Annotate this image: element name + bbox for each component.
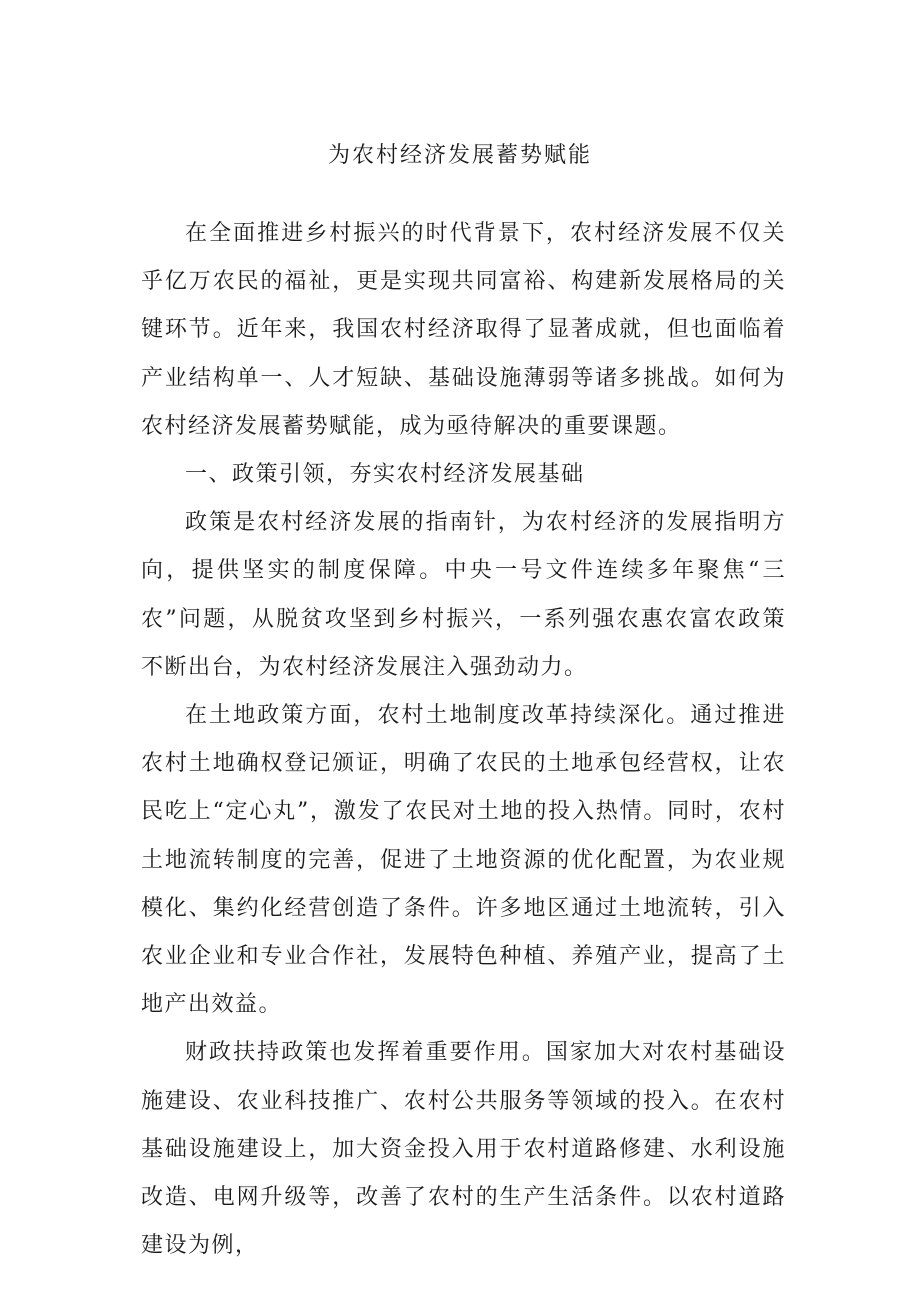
document-body [141, 210, 786, 1270]
paragraph-intro: 在全面推进乡村振兴的时代背景下，农村经济发展不仅关乎亿万农民的福祉，更是实现共同富裕、构建新发展格局的关键环节。近年来，我国农村经济取得了显著成就，但也面临着产业结构单一、人才短缺、基础设施薄弱等诸多挑战。如何为农村经济发展蓄势赋能，成为亟待解决的重要课题。 [141, 221, 786, 439]
paragraph-land-policy: 在土地政策方面，农村土地制度改革持续深化。通过推进农村土地确权登记颁证，明确了农民的土地承包经营权，让农民吃上“定心丸”，激发了农民对土地的投入热情。同时，农村土地流转制度的完善，促进了土地资源的优化配置，为农业规模化、集约化经营创造了条件。许多地区通过土地流转，引入农业企业和专业合作社，发展特色种植、养殖产业，提高了土地产出效益。 [141, 703, 786, 1018]
paragraph-policy: 政策是农村经济发展的指南针，为农村经济的发展指明方向，提供坚实的制度保障。中央一号文件连续多年聚焦“三农”问题，从脱贫攻坚到乡村振兴，一系列强农惠农富农政策不断出台，为农村经济发展注入强劲动力。 [141, 510, 786, 680]
paragraph-fiscal-policy: 财政扶持政策也发挥着重要作用。国家加大对农村基础设施建设、农业科技推广、农村公共服务等领域的投入。在农村基础设施建设上，加大资金投入用于农村道路修建、水利设施改造、电网升级等，改善了农村的生产生活条件。以农村道路建设为例， [141, 1040, 786, 1259]
document-title: 为农村经济发展蓄势赋能 [327, 143, 592, 168]
section-heading-1: 一、政策引领，夯实农村经济发展基础 [185, 462, 585, 488]
